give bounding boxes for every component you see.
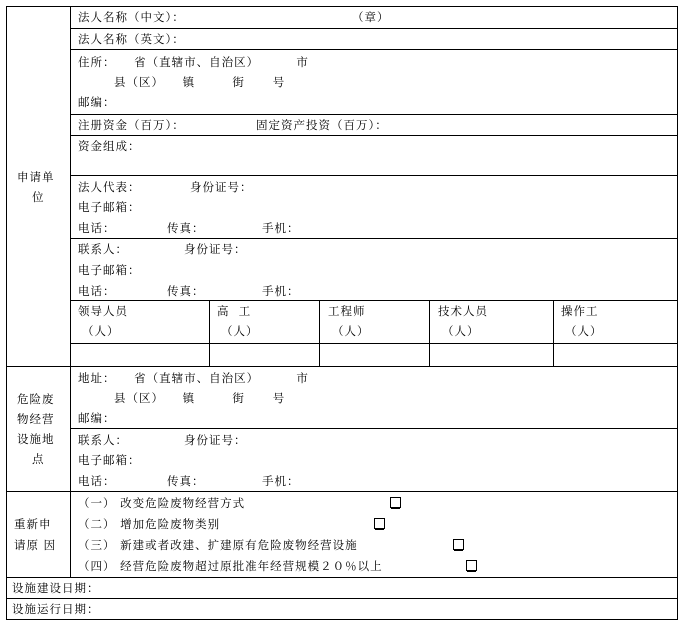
contact-mobile-label: 手机： — [262, 284, 300, 298]
staff-title-engineers: 工程师 — [328, 304, 366, 318]
reapply-reason-1: （一） 改变危险废物经营方式 — [78, 496, 246, 510]
staff-title-operators: 操作工 — [561, 304, 599, 318]
table-border-top — [6, 6, 678, 7]
contact-id-label: 身份证号： — [184, 242, 247, 256]
facility-address-label-line2: 县（区） 镇 街 号 — [114, 391, 286, 405]
postcode-label: 邮编： — [78, 95, 116, 109]
contact-email-label: 电子邮箱： — [78, 263, 141, 277]
facility-section-label: 危险废 — [17, 392, 55, 406]
row-divider — [70, 28, 678, 29]
phone-label: 电话： — [78, 221, 116, 235]
table-border-right — [677, 6, 678, 620]
row-divider — [70, 428, 678, 429]
contact-label: 联系人： — [78, 242, 128, 256]
row-divider — [70, 238, 678, 239]
registered-capital-label: 注册资金（百万）： — [78, 118, 185, 132]
table-border-left — [6, 6, 7, 620]
fax-label: 传真： — [167, 221, 205, 235]
staff-title-leaders: 领导人员 — [78, 304, 128, 318]
staff-unit-senior-engineers: （人） — [221, 324, 259, 338]
row-divider — [6, 598, 678, 599]
capital-composition-label: 资金组成： — [78, 139, 141, 153]
facility-contact-label: 联系人： — [78, 433, 128, 447]
facility-mobile-label: 手机： — [262, 474, 300, 488]
facility-section-label-cont: 设施地 — [17, 432, 55, 446]
row-divider — [70, 175, 678, 176]
legal-rep-label: 法人代表： — [78, 180, 141, 194]
reapply-reason-2: （二） 增加危险废物类别 — [78, 517, 221, 531]
facility-section-label-cont: 物经营 — [17, 412, 55, 426]
staff-title-senior-engineers: 高 工 — [217, 304, 252, 318]
facility-email-label: 电子邮箱： — [78, 453, 141, 467]
facility-section-label-cont: 点 — [32, 452, 45, 466]
facility-phone-label: 电话： — [78, 474, 116, 488]
row-divider — [70, 49, 678, 50]
staff-column-divider — [209, 300, 210, 366]
email-label: 电子邮箱： — [78, 200, 141, 214]
address-label-line2: 县（区） 镇 街 号 — [114, 75, 286, 89]
staff-unit-technicians: （人） — [442, 324, 480, 338]
facility-address-label: 地址： 省（直辖市、自治区） 市 — [78, 371, 309, 385]
facility-fax-label: 传真： — [167, 474, 205, 488]
reapply-reason-3: （三） 新建或者改建、扩建原有危险废物经营设施 — [78, 538, 358, 552]
applicant-section-label-cont: 位 — [32, 190, 45, 204]
facility-postcode-label: 邮编： — [78, 411, 116, 425]
contact-phone-label: 电话： — [78, 284, 116, 298]
reapply-section-label-cont: 请原 因 — [14, 538, 57, 552]
name-en-label: 法人名称（英文）： — [78, 32, 185, 46]
reapply-checkbox-4[interactable] — [466, 560, 477, 571]
reapply-section-label: 重新申 — [14, 517, 52, 531]
operation-date-label: 设施运行日期： — [12, 602, 100, 616]
row-divider — [70, 114, 678, 115]
reapply-reason-4: （四） 经营危险废物超过原批准年经营规模２０％以上 — [78, 559, 383, 573]
reapply-checkbox-3[interactable] — [453, 539, 464, 550]
staff-column-divider — [429, 300, 430, 366]
section-divider — [6, 491, 678, 492]
reapply-checkbox-2[interactable] — [374, 518, 385, 529]
contact-fax-label: 传真： — [167, 284, 205, 298]
section-divider — [6, 577, 678, 578]
staff-title-technicians: 技术人员 — [438, 304, 488, 318]
row-divider — [70, 135, 678, 136]
seal-label: （章） — [352, 10, 390, 24]
staff-column-divider — [553, 300, 554, 366]
mobile-label: 手机： — [262, 221, 300, 235]
reapply-checkbox-1[interactable] — [390, 497, 401, 508]
name-cn-label: 法人名称（中文）： — [78, 10, 185, 24]
table-border-bottom — [6, 619, 678, 620]
staff-unit-operators: （人） — [565, 324, 603, 338]
staff-column-divider — [319, 300, 320, 366]
id-number-label: 身份证号： — [190, 180, 253, 194]
row-divider — [70, 300, 678, 301]
applicant-section-label: 申请单 — [17, 170, 55, 184]
staff-unit-leaders: （人） — [82, 324, 120, 338]
construction-date-label: 设施建设日期： — [12, 581, 100, 595]
address-label: 住所： 省（直辖市、自治区） 市 — [78, 55, 309, 69]
facility-contact-id-label: 身份证号： — [184, 433, 247, 447]
fixed-asset-label: 固定资产投资（百万）： — [256, 118, 388, 132]
staff-unit-engineers: （人） — [332, 324, 370, 338]
section-divider — [6, 366, 678, 367]
row-divider — [70, 343, 678, 344]
